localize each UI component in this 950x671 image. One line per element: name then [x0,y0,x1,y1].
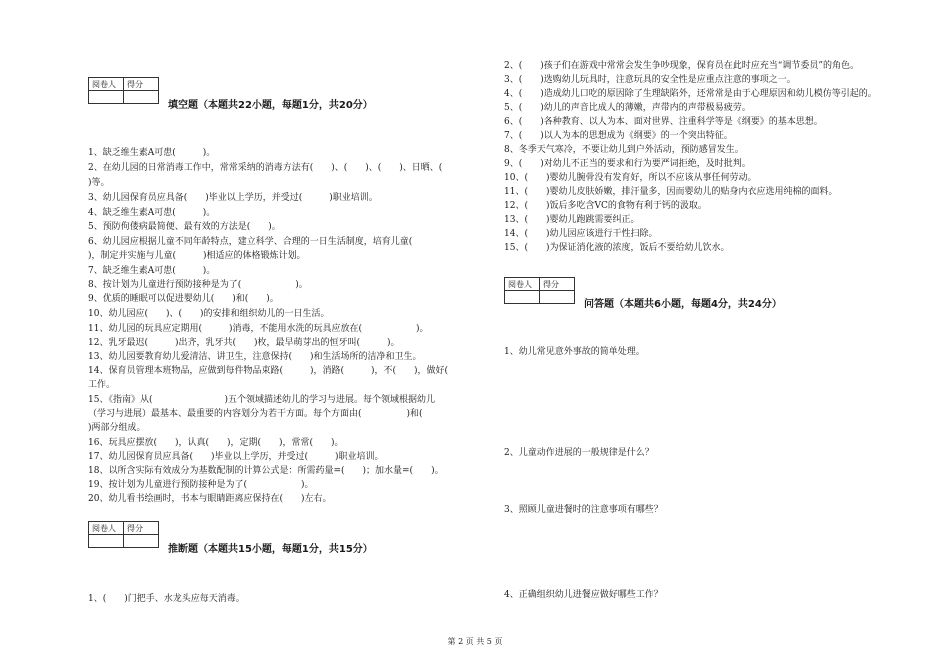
judge-line: 9、( )对幼儿不正当的要求和行为要严词拒绝，及时批判。 [504,159,751,169]
judge-line: 6、( )各种教育、以人为本、面对世界、注重科学等是《纲要》的基本思想。 [504,117,823,127]
grader-cell [505,291,540,304]
fill-line: 2、在幼儿园的日常消毒工作中，常常采纳的消毒方法有( )、( )、( )、日晒、( [88,163,461,173]
judge-line: 5、( )幼儿的声音比成人的薄嫩，声带内的声带极易疲劳。 [504,103,751,113]
fill-line: 1、缺乏维生素A可患( )。 [88,148,216,158]
judge-line: 15、( )为保证消化液的浓度，饭后不要给幼儿饮水。 [504,243,730,253]
score-cell [124,91,159,104]
fill-line: 17、幼儿园保育员应具备( )毕业以上学历，并受过( )职业培训。 [88,452,384,462]
fill-line: 5、预防佝偻病最简便、最有效的方法是( )。 [88,222,281,232]
grader-label: 阅卷人 [505,278,540,291]
score-label: 得分 [540,278,575,291]
judge-line: 3、( )选购幼儿玩具时，注意玩具的安全性是应重点注意的事项之一。 [504,75,796,85]
score-cell [124,535,159,548]
judge-line: 8、冬季天气寒冷，不要让幼儿到户外活动，预防感冒发生。 [504,145,744,155]
judge-line: 14、( )幼儿园应该进行干性扫除。 [504,229,658,239]
fill-line: 4、缺乏维生素A可患( )。 [88,208,216,218]
fill-line: )等。 [88,178,110,188]
score-box-fill [88,77,159,104]
grader-cell [89,91,124,104]
judge-line: 13、( )婴幼儿跑跳需要纠正。 [504,215,640,225]
fill-line: 19、按计划为儿童进行预防接种是为了( )。 [88,480,314,490]
fill-line: 工作。 [88,380,116,390]
judge-section-title: 推断题（本题共15小题，每题1分，共15分） [168,544,373,555]
fill-line: 14、保育员管理本班物品，应做到每件物品束路( )，消路( )，不( )，做好( [88,366,467,376]
judge-line: 7、( )以人为本的思想成为《纲要》的一个突出特征。 [504,131,733,141]
fill-line: 8、按计划为儿童进行预防接种是为了( )。 [88,280,308,290]
score-box-qa [504,277,575,304]
grader-label: 阅卷人 [89,522,124,535]
qa-question: 2、儿童动作进展的一般规律是什么？ [504,448,654,458]
qa-section-title: 问答题（本题共6小题，每题4分，共24分） [584,299,782,310]
judge-line: 1、( )门把手、水龙头应每天消毒。 [88,594,245,604]
fill-line: 6、幼儿园应根据儿童不同年龄特点，建立科学、合理的一日生活制度，培育儿童( [88,237,431,247]
fill-line: （学习与进展）最基本、最重要的内容划分为若干方面。每个方面由( )和( [88,409,423,419]
fill-line: 11、幼儿园的玩具应定期用( )消毒，不能用水洗的玩具应放在( )。 [88,324,429,334]
fill-line: 20、幼儿看书绘画时，书本与眼睛距离应保持在( )左右。 [88,494,332,504]
judge-line: 12、( )饭后多吃含VC的食物有利于钙的汲取。 [504,201,707,211]
score-cell [540,291,575,304]
fill-line: 9、优质的睡眠可以促进婴幼儿( )和( )。 [88,294,279,304]
fill-line: 15、《指南》从( )五个领域描述幼儿的学习与进展。每个领域根据幼儿 [88,395,435,405]
judge-line: 2、( )孩子们在游戏中常常会发生争吵现象，保育员在此时应充当“调节委员”的角色。 [504,61,859,71]
fill-line: 18、以所含实际有效成分为基数配制的计算公式是：所需药量=( )；加水量=( )。 [88,466,444,476]
score-label: 得分 [124,78,159,91]
score-label: 得分 [124,522,159,535]
fill-line: 16、玩具应摆放( )，认真( )，定期( )，常常( )。 [88,438,344,448]
fill-line: )，制定并实施与儿童( )相适应的体格锻炼计划。 [88,251,306,261]
qa-question: 3、照顾儿童进餐时的注意事项有哪些？ [504,505,663,515]
score-box-judge [88,521,159,548]
fill-line: 3、幼儿园保育员应具备( )毕业以上学历，并受过( )职业培训。 [88,193,378,203]
fill-line: 13、幼儿园要教育幼儿爱清洁、讲卫生，注意保持( )和生活场所的洁净和卫生。 [88,352,422,362]
qa-question: 1、幼儿常见意外事故的简单处理。 [504,347,645,357]
fill-line: 7、缺乏维生素A可患( )。 [88,266,216,276]
page-footer: 第 2 页 共 5 页 [447,637,503,646]
fill-line: 10、幼儿园应( )、( )的安排和组织幼儿的一日生活。 [88,309,330,319]
grader-cell [89,535,124,548]
grader-label: 阅卷人 [89,78,124,91]
judge-line: 11、( )婴幼儿皮肤娇嫩，排汗量多，因而婴幼儿的贴身内衣应选用纯棉的面料。 [504,187,838,197]
fill-line: )两部分组成。 [88,423,146,433]
fill-section-title: 填空题（本题共22小题，每题1分，共20分） [168,100,373,111]
judge-line: 4、( )造成幼儿口吃的原因除了生理缺陷外，还常常是由于心理原因和幼儿模仿等引起的。 [504,89,877,99]
qa-question: 4、正确组织幼儿进餐应做好哪些工作？ [504,590,663,600]
fill-line: 12、乳牙最迟( )出齐，乳牙共( )枚，最早萌芽出的恒牙叫( )。 [88,338,400,348]
judge-line: 10、( )婴幼儿腕骨没有发育好，所以不应该从事任何劳动。 [504,173,757,183]
